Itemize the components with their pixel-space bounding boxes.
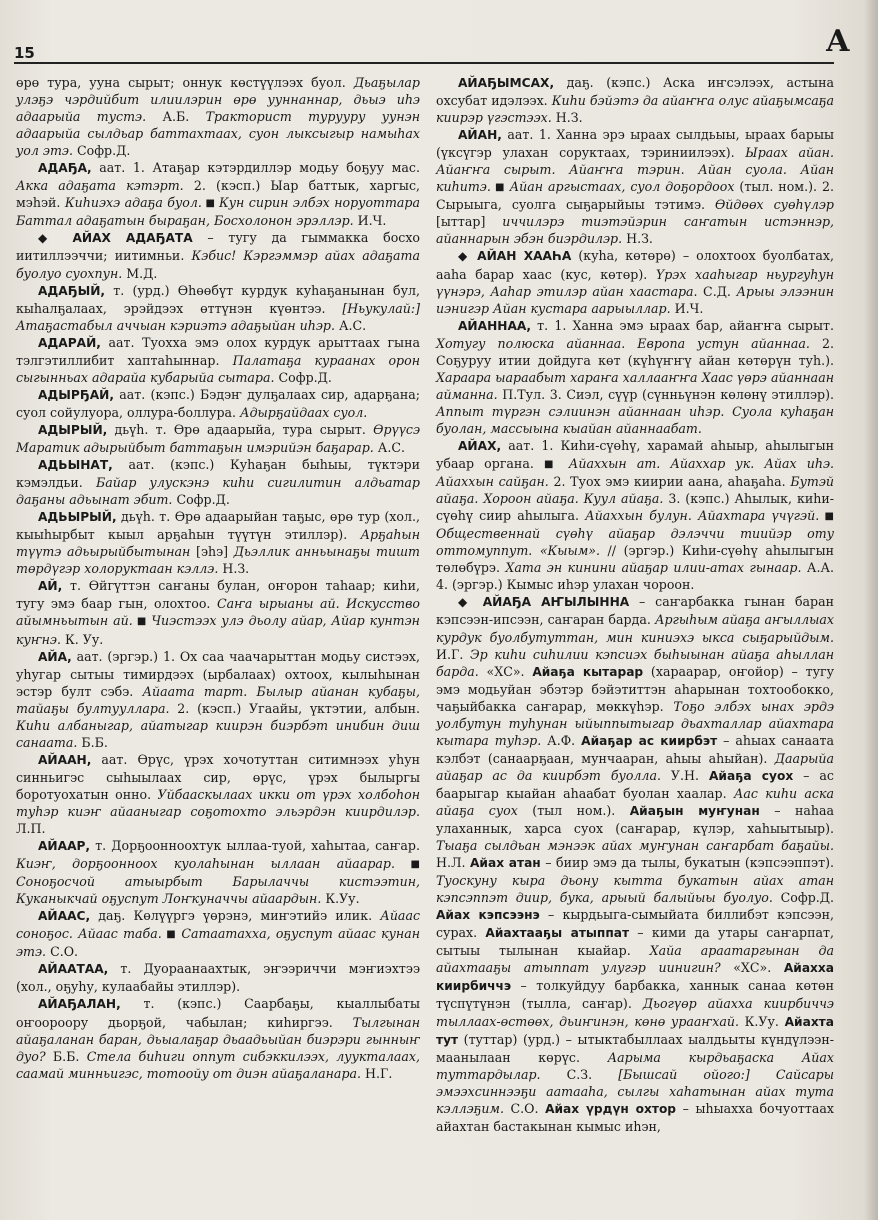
phrase-diamond-icon: ◆ xyxy=(38,231,73,246)
example-text: Дьогүөр айахха киирбиччэ тыллаах-өстөөх, дьиҥинэн, көнө урааҥхай. xyxy=(436,996,834,1029)
headword: АЙ, xyxy=(38,579,63,594)
headword: АЙАҔАЛАН, xyxy=(38,997,121,1012)
dictionary-entry xyxy=(16,907,420,960)
entry-text: – ыһыахха бочуоттаах айахтан бастакынан кымыс иһэн, xyxy=(436,1100,834,1134)
entry-text: т. Өйгүттэн саҥаны булан, оҥорон таһаар; киһи, тугу эмэ баар гын, олохтоо. xyxy=(16,578,420,612)
entry-text: аат. Туохха эмэ олох курдук арыттаах гына тэлгэтиллибит хаптаһыннар. xyxy=(16,334,420,368)
entry-text: Н.З. xyxy=(622,231,653,247)
square-marker: ■ xyxy=(819,511,834,523)
page-edge-shadow xyxy=(864,0,878,1220)
entry-text: И.Ч. xyxy=(353,213,387,229)
entry-text: (хараарар, оҥойор) – тугу эмэ модьуйан эбэтэр бэйэтиттэн аһарынан тохтообокко, чаҕыйбакка саҥарар, мөккүһэр. xyxy=(436,663,834,714)
example-text: Өйдөөх суөһүлэр xyxy=(714,197,834,213)
entry-text: – саҥарбакка гынан баран кэпсээн-ипсээн, саҥаран барда. xyxy=(436,594,834,628)
example-text: Ыраах айан. Айаҥҥа сырыт. Айаҥҥа тэрин. Айан суола. Айан киһитэ. xyxy=(436,145,834,195)
entry-text: аат. (эргэр.) 1. Ох саа чаачарыттан модьу систээх, уһугар сытыы тимирдээх (ырбалаах) охтоох, кылыһынан эстэр булт сэбэ. xyxy=(16,648,420,699)
example-text: Тракторист турууру уунэн адаарыйа сылдьар баттахтаах, суон лыксыгыр намыһах уол этэ. xyxy=(16,109,421,159)
example-text: [Ньукулай:] Атаҕастабыл аччыан кэриэтэ адаҕыйан иһэр. xyxy=(16,300,420,333)
headword: АЙАХ, xyxy=(458,438,502,453)
example-text: Арыы элээнин иэнигэр Айан кустара аарыыллар. xyxy=(436,283,834,316)
headword: АЙАН, xyxy=(458,128,502,143)
headword: АЙАХ АДАҔАТА xyxy=(72,231,193,246)
headword: АЙААН, xyxy=(38,752,92,767)
entry-text: (тыл. ном.). 2. Сырыыга, суолга сыҕарыйыы тэтимэ. xyxy=(436,179,834,213)
entry-text: аат. (кэпс.) Куһаҕан быһыы, түктэри кэмэлдьи. xyxy=(16,457,420,491)
example-text: [Бышсай ойого:] Сайсары эмээхсиннээҕи аатааһа, сылгы хаһатынан айах тута кэллэҕим. xyxy=(436,1066,834,1116)
example-text: Байар улускэнэ киһи сигилитин алдьатар даҕаны адьынат эбит. xyxy=(16,475,420,508)
entry-text: т. Дуораанаахтык, эҥээриччи мэҥиэхтээ (хол., оҕуһу, кулаабайы этиллэр). xyxy=(16,961,420,995)
entry-text: 2. Соҕуруу итии дойдуга көт (күһүҥҥү айан көтөрүн туһ.). xyxy=(436,335,834,368)
headword: Айаҕа кытарар xyxy=(532,664,644,679)
entry-text: т. (кэпс.) Саарбаҕы, кыаллыбаты оҥоороору дьорҕой, чабылан; киһиргээ. xyxy=(16,996,420,1030)
square-marker: ■ xyxy=(161,929,182,941)
entry-text: – кырдьыга-сымыйата биллибэт кэпсээн, сурах. xyxy=(436,907,834,941)
example-text: Общественнай сүөһү айаҕар дэлэччи тиийэр оту оттомуппут. «Кыым». xyxy=(436,526,834,559)
entry-text: – кими да утары саҥарпат, сытыы тылынан кыайар. xyxy=(436,925,834,959)
entry-text: 2. (кэсп.) Угаайы, үктэтии, албын. xyxy=(169,700,420,716)
entry-text: [ыттар] xyxy=(436,214,503,230)
example-text: Өрүүсэ Маратик адырыйбыт баттаҕын имэрийэн баҕарар. xyxy=(16,421,420,455)
square-marker: ■ xyxy=(394,859,420,871)
entry-text: И.Г. xyxy=(436,646,471,662)
headword: Айахта тут xyxy=(436,1014,834,1047)
example-text: Акка адаҕата кэтэрт. xyxy=(16,178,184,194)
example-text: Арҕаһын түүтэ адьырыйбытынан xyxy=(16,527,420,560)
entry-text: «ХС». xyxy=(720,960,784,976)
entry-text: «ХС». xyxy=(478,663,533,679)
entry-text: С.З. xyxy=(540,1066,619,1082)
example-text: Палатаҕа кураанах орон сыгынньах адарайа кубарыйа сытара. xyxy=(16,352,420,385)
example-text: Чиэстээх улэ дьолу айар, Айар кунтэн куҥнэ. xyxy=(16,613,420,647)
phrase-diamond-icon: ◆ xyxy=(458,249,478,264)
example-text: Тыаҕа сылдьан мэнээк айах муҥунан саҥарбат баҕайы. xyxy=(436,838,834,854)
entry-text: Н.Г. xyxy=(361,1065,393,1081)
entry-text: Н.З. xyxy=(218,561,250,577)
dictionary-entry xyxy=(436,74,834,126)
example-text: Сатаатахха, оҕуспут айаас кунан этэ. xyxy=(16,926,420,960)
entry-text: С.О. xyxy=(46,944,79,960)
entry-text: А.Ф. xyxy=(541,732,582,748)
headword: АДЫРЫЙ, xyxy=(38,422,108,437)
example-text: Адырҕайдаах суол. xyxy=(240,404,368,420)
square-marker: ■ xyxy=(543,459,569,471)
dictionary-entry xyxy=(16,960,420,995)
headword: Айаҕар ас киирбэт xyxy=(581,733,718,748)
headword: АДЫРҔАЙ, xyxy=(38,387,114,402)
example-text: Тоҕо элбэх ынах эрдэ уолбутун туһунан ыйыппытыгар дьахталлар айахтара кытара туһэр. xyxy=(436,698,835,748)
entry-text: – толкуйдуу барбакка, ханнык санаа көтөн түспүтүнэн (тылла, саҥар). xyxy=(436,978,834,1012)
example-text: Кэбис! Кэргэммэр айах адаҕата буолуо суохпун. xyxy=(16,248,420,281)
dictionary-entry xyxy=(16,386,420,421)
headword: АЙА, xyxy=(38,649,72,664)
entry-text: А.А. 4. (эргэр.) Кымыс иһэр улахан чороон. xyxy=(436,560,834,593)
headword: Айах үрдүн охтор xyxy=(545,1101,677,1116)
entry-text: аат. (кэпс.) Бэдэҥ дулҕалаах сир, адарҕана; суол сойулуора, оллура-боллура. xyxy=(16,386,420,420)
dictionary-entry xyxy=(436,317,834,437)
example-text: Хайа араатаргынан да айахтааҕы атыппат улугэр иинигин? xyxy=(436,943,834,976)
headword: Айаҕын муҥунан xyxy=(629,803,760,818)
example-text: Бутэй айаҕа. Хороон айаҕа. Куул айаҕа. xyxy=(436,474,834,507)
example-text: Уйбааскылаах икки от үрэх холбоһон туһэр киэҥ айааныгар соҕотохто эльэрдэн киирдилэр. xyxy=(16,786,420,819)
left-column xyxy=(16,74,420,1124)
entry-text: – аһыах санаата кэлбэт (санаарҕаан, мунчааран, аһыы аһыйан). xyxy=(436,732,834,766)
entry-text: аат. 1. Ханна эрэ ыраах сылдьыы, ыраах барыы (үксүгэр улахан соруктаах, тэриниилээх). xyxy=(436,127,834,161)
entry-text: Софр.Д. xyxy=(72,143,131,159)
section-letter: А xyxy=(825,24,850,59)
example-text: Эр киһи сиһилии кэпсиэх быһыынан айаҕа аһыллан барда. xyxy=(436,646,834,679)
phrase-diamond-icon: ◆ xyxy=(458,595,483,610)
entry-text: (тыл ном.). xyxy=(517,802,630,818)
entry-text: П.Тул. 3. Сиэл, сүүр (сүнньүнэн көлөнү этиллэр). xyxy=(497,386,834,402)
entry-text: И.Ч. xyxy=(670,300,704,316)
entry-text: А.С. xyxy=(334,317,367,333)
example-text: Айан аргыстаах, суол доҕордоох xyxy=(509,179,735,195)
entry-text: 3. (кэпс.) Аһылык, киһи-сүөһү сиир аһылыга. xyxy=(436,491,834,524)
example-text: Тылгынан айаҕаланан баран, дьыалаҕар дьаадьыйан биэрэри гынныҥ дуо? xyxy=(16,1014,420,1064)
entry-text: дьүһ. т. Өрө адаарыйан таҕыс, өрө тур (хол., кыыһырбыт кыыл арҕаһын түүтүн этиллэр). xyxy=(16,509,420,543)
dictionary-entry xyxy=(16,577,420,647)
dictionary-entry xyxy=(436,126,834,247)
headword: АЙААР, xyxy=(38,839,91,854)
dictionary-entry xyxy=(16,74,420,159)
headword: Айах кэпсээнэ xyxy=(436,908,540,923)
entry-text: – ас баарыгар кыайан аһаабат буолан хаалар. xyxy=(436,767,834,801)
example-text: Айаххын булун. Айахтара үчүгэй. xyxy=(585,508,820,524)
entry-text: Софр.Д. xyxy=(274,369,332,385)
entry-text: аат. 1. Киһи-сүөһү, харамай аһыыр, аһылыгын убаар органа. xyxy=(436,437,834,472)
example-text: Саҥа ырыаны ай. Искусство айымньытын ай. xyxy=(16,596,420,629)
example-text: Дьаҕылар улэҕэ чэрдийбит илиилэрин өрө ууннаннар, дьыэ иһэ адаарыйа тустэ. xyxy=(16,75,420,125)
entry-text: Н.Л. xyxy=(436,855,470,871)
entry-text: Софр.Д. xyxy=(172,492,230,508)
example-text: Хата эн кинини айаҕар илии-атах гынаар. xyxy=(505,560,802,576)
entry-text: даҕ. (кэпс.) Аска иҥсэлээх, астына охсубат идэлээх. xyxy=(436,75,834,109)
dictionary-entry xyxy=(16,334,420,386)
header-rule xyxy=(14,62,834,64)
headword: АЙАҔЫМСАХ, xyxy=(458,76,555,90)
entry-text: т. (урд.) Өһөөбүт курдук куһаҕанынан бул, кыһалҕалаах, эрэйдээх өттүнэн күөнтээ. xyxy=(16,282,420,316)
entry-text: аат. 1. Атаҕар кэтэрдиллэр модьу боҕуу мас. xyxy=(91,160,420,176)
entry-text: Л.П. xyxy=(16,821,46,837)
dictionary-entry xyxy=(16,282,420,334)
headword: АЙАН ХААҺА xyxy=(477,249,572,264)
example-text: Киэҥ, дорҕооннооx куолаһынан ыллаан айаарар. xyxy=(16,856,395,872)
example-text: Аргыһым айаҕа аҥыллыах курдук буолбутуттан, мин киниэхэ ыкса сыҕарыйдым. xyxy=(436,612,834,645)
headword: АЙАННАА, xyxy=(458,318,531,333)
entry-text: У.Н. xyxy=(660,767,709,783)
entry-text: К. Уу. xyxy=(60,631,104,647)
entry-text: өрө тура, ууна сырыт; оннук көстүүлээх буол. xyxy=(16,75,354,90)
dictionary-entry xyxy=(16,648,420,751)
entry-text: Н.З. xyxy=(551,110,583,126)
entry-text: т. Дорҕооннооxтук ыллаа-туой, хаһытаа, саҥар. xyxy=(90,838,420,854)
entry-text: (куһа, көтөрө) – олохтоох буолбатах, ааһа барар хаас (кус, көтөр). xyxy=(436,248,834,282)
headword: АДАҔЫЙ, xyxy=(38,283,106,298)
square-marker: ■ xyxy=(132,616,152,628)
headword: АДАРАЙ, xyxy=(38,335,101,350)
dictionary-entry xyxy=(16,751,420,837)
example-text: Киһи бэйэтэ да айаҥҥа олус айаҕымсаҕа киирэр үгэстээх. xyxy=(436,93,834,126)
example-text: Стела биһиги оппут сибэккилээх, луукталаах, саамай минньигэс, тотоойу от диэн айаҕаланара. xyxy=(16,1048,420,1081)
entry-text: дьүһ. т. Өрө адаарыйа, тура сырыт. xyxy=(107,421,374,437)
example-text: Үрэх хааһыгар ньургуһун үүнэрэ, Ааһар этилэр айан хаастара. xyxy=(436,266,834,299)
example-text: Аас киһи аска айаҕа суох xyxy=(436,785,834,818)
example-text: Хотугу полюска айаннаа. Европа устун айаннаа. xyxy=(436,335,810,351)
dictionary-entry xyxy=(16,229,420,281)
entry-text: – наһаа улаханнык, харса суох (саҥарар, күлэр, хаһыытыыр). xyxy=(436,802,834,837)
headword: АЙАҔА АҤЫЛЫННА xyxy=(482,595,630,610)
headword: Айах атан xyxy=(470,856,541,871)
entry-text: К.Уу. xyxy=(321,891,360,907)
entry-text: 2. Туох эмэ киирии аана, аһаҕаһа. xyxy=(548,474,791,490)
headword: Айаҕа суох xyxy=(709,768,794,783)
entry-text: 2. (кэсп.) Ыар баттык, харгыс, мэһэй. xyxy=(16,178,421,211)
example-text: Киһиэхэ адаҕа буол. xyxy=(64,195,202,211)
headword: АДЬЫНАТ, xyxy=(38,458,113,473)
entry-text: аат. Өрүс, үрэх хочотуттан ситимнээх уһун синньигэс сыһыылаах сир, өрүс, үрэх былыргы боротуохатын онно. xyxy=(16,751,420,802)
dictionary-entry xyxy=(16,159,420,229)
headword: Айахха киирбиччэ xyxy=(436,961,834,994)
example-text: Туоскуну кыра дьону кытта букатын айах атан кэпсэппэт диир, бука, арыый балыйыы буолуо. xyxy=(436,873,834,906)
example-text: Хараара ыараабыт хараҥа халлааҥҥа Хаас үөрэ айаннаан айманна. xyxy=(436,369,834,402)
headword: АЙААС, xyxy=(38,909,91,924)
example-text: Аппыт түргэн сэлиинэн айаннаан иһэр. Суола куһаҕан буолан, массыына кыайан айаннаабат. xyxy=(436,403,834,436)
dictionary-entry xyxy=(16,508,420,577)
example-text: Даарыйа айаҕар ас да киирбэт буолла. xyxy=(436,750,834,783)
entry-text: А.С. xyxy=(373,439,405,455)
headword: АДЬЫРЫЙ, xyxy=(38,510,117,525)
dictionary-entry xyxy=(16,456,420,508)
entry-text: – биир эмэ да тылы, букатын (кэпсээппэт). xyxy=(540,855,834,871)
entry-text: // (эргэр.) Киһи-сүөһү аһылыгын төлөбүрэ. xyxy=(436,543,834,576)
entry-text: [эһэ] xyxy=(190,544,234,560)
square-marker: ■ xyxy=(490,182,510,194)
headword: АДАҔА, xyxy=(38,161,92,176)
square-marker: ■ xyxy=(201,198,219,210)
dictionary-entry xyxy=(436,247,834,316)
entry-text: т. 1. Ханна эмэ ыраах бар, айаҥҥа сырыт. xyxy=(530,317,834,333)
dictionary-entry xyxy=(16,995,420,1081)
example-text: Аарыма кырдьаҕаска Айах туттардылар. xyxy=(436,1049,834,1082)
example-text: Киһи албаныгар, айатыгар киирэн биэрбэт инибин диш санаата. xyxy=(16,717,420,750)
entry-text: Б.Б. xyxy=(45,1048,87,1064)
example-text: Дьэллик анньынаҕы тишт төрдүгэр холоруктаан кэллэ. xyxy=(16,544,420,577)
dictionary-entry xyxy=(16,421,420,456)
entry-text: (туттар) (урд.) – ытыктабыллаах ыалдьыты күндүлээн-маанылаан көрүс. xyxy=(436,1031,834,1065)
entry-text: даҕ. Көлүүргэ үөрэнэ, миҥэтийэ илик. xyxy=(90,908,381,924)
dictionary-entry xyxy=(436,593,834,1134)
entry-text: М.Д. xyxy=(122,265,158,281)
dictionary-entry xyxy=(16,837,420,907)
headword: АЙААТАА, xyxy=(38,962,109,977)
example-text: Кун сирин элбэх норуоттара Баттал адаҕатын быраҕан, Босхолонон эрэллэр. xyxy=(16,195,420,229)
entry-text: А.Б. xyxy=(146,109,206,125)
entry-text: Софр.Д. xyxy=(772,890,834,906)
entry-text: С.О. xyxy=(503,1100,546,1116)
example-text: Айаата тарт. Былыр айанан кубаҕы, тайаҕы бултууллара. xyxy=(16,683,420,716)
right-column xyxy=(436,74,835,1134)
dictionary-entry xyxy=(436,437,834,593)
example-text: Айаххын ат. Айаххар ук. Айах иһэ. Айаххын сайҕан. xyxy=(436,456,834,490)
page-number: 15 xyxy=(14,44,35,62)
headword: Айахтааҕы атыппат xyxy=(485,926,630,941)
entry-text: – тугу да гыммакка босхо иитиллээччи; иитимньи. xyxy=(16,230,421,264)
example-text: Айаас соноҕос. Айаас таба. xyxy=(16,908,420,942)
entry-text: С.Д. xyxy=(697,283,737,299)
entry-text: К.Уу. xyxy=(738,1013,785,1029)
entry-text: Б.Б. xyxy=(77,734,108,750)
example-text: иччилэрэ тиэтэйэрин саҥатын истэннэр, айаннарын эбэн биэрдилэр. xyxy=(436,214,835,247)
example-text: Соноҕосчой атыырбыт Барылаччы кистээтин, Куканыкчай оҕуспут Лоҥкуначчы айаардын. xyxy=(16,874,420,907)
